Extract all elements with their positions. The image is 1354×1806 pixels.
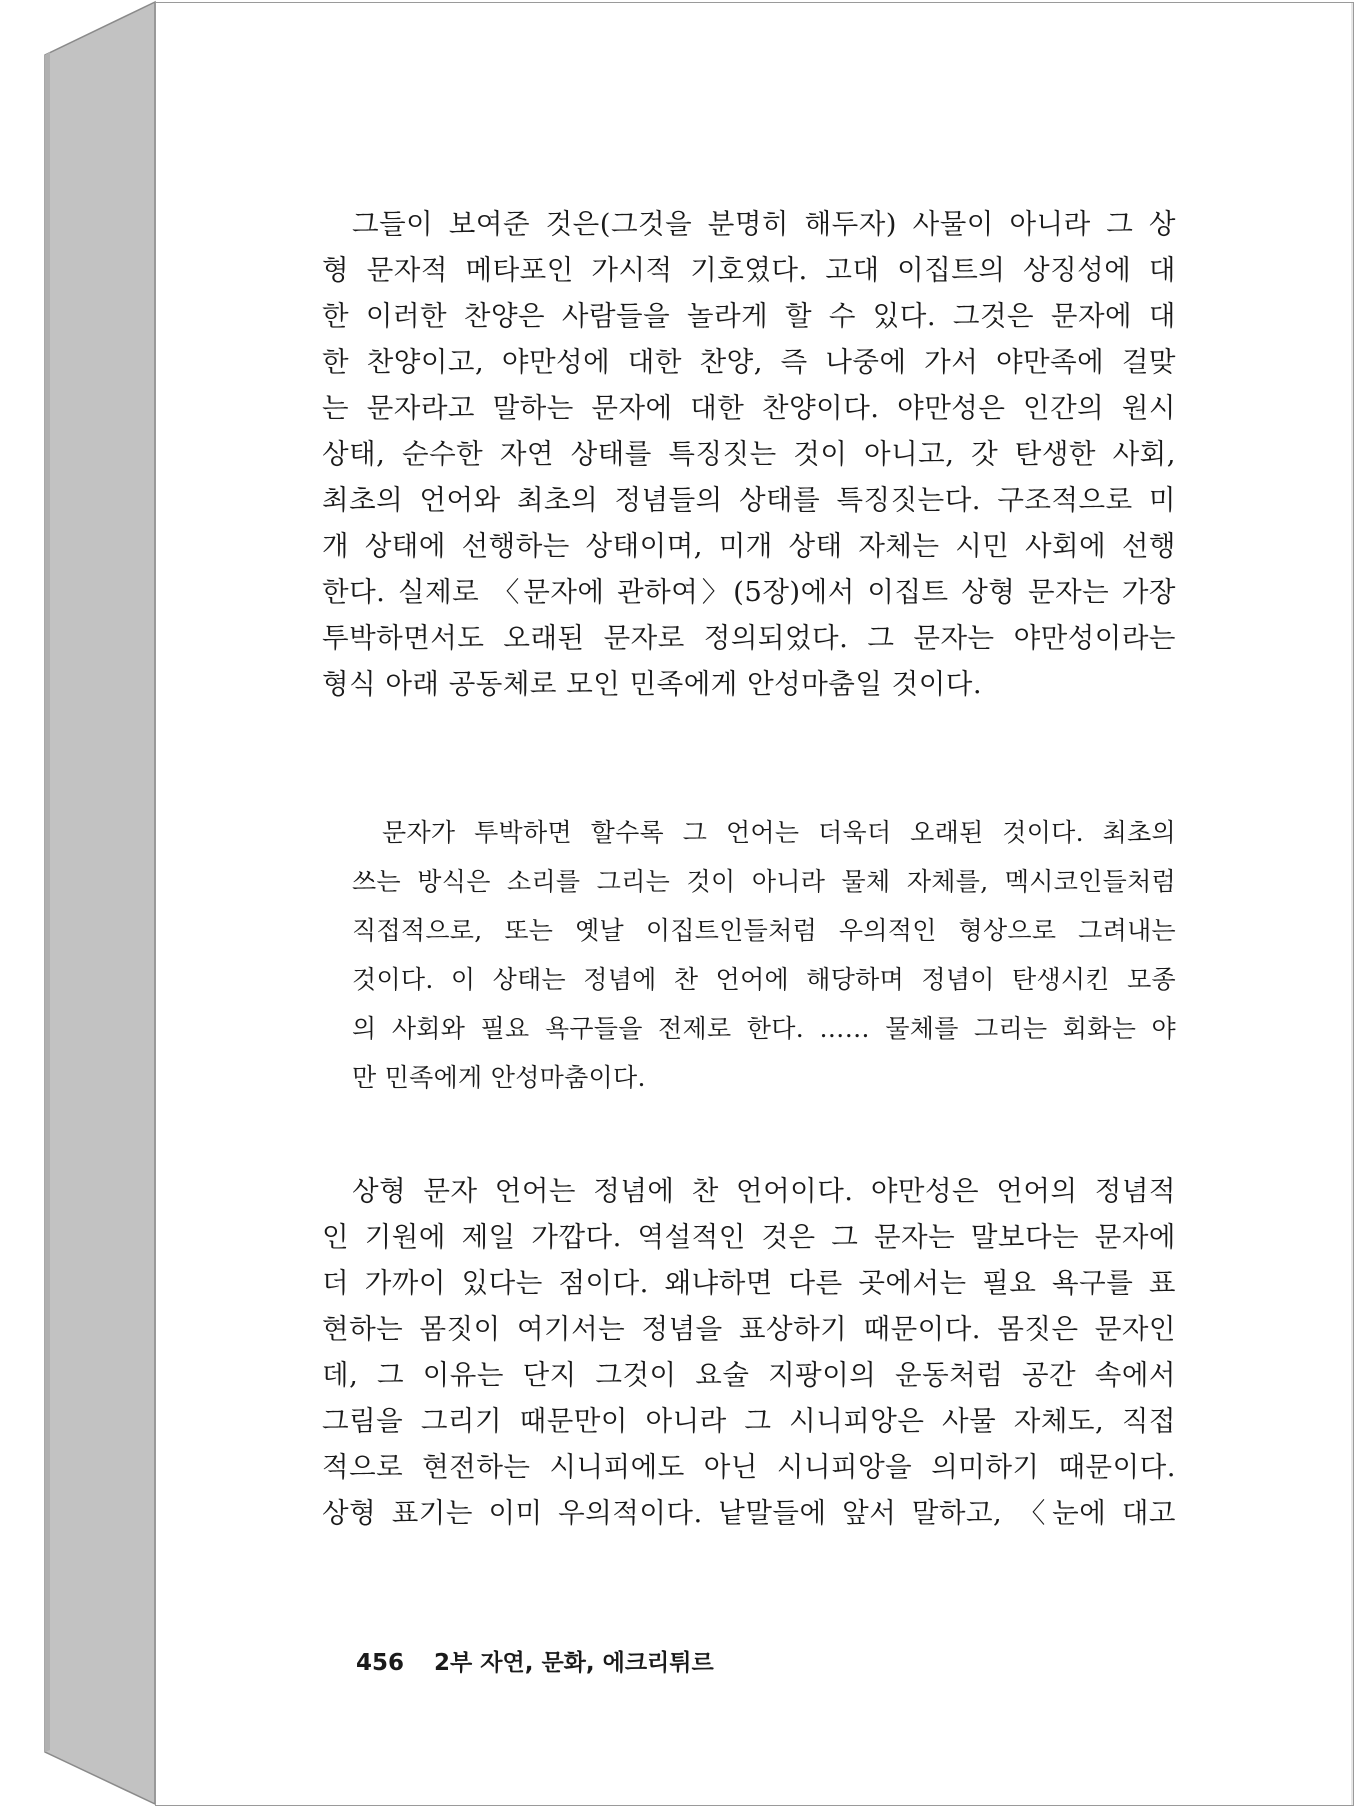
text-line: 형식 아래 공동체로 모인 민족에게 안성마춤일 것이다. — [322, 668, 983, 700]
text-line: 그림을 그리기 때문만이 아니라 그 시니피앙은 사물 자체도, 직접 — [322, 1405, 1176, 1437]
text-line: 최초의 언어와 최초의 정념들의 상태를 특징짓는다. 구조적으로 미 — [322, 484, 1176, 516]
block-quote — [352, 808, 1176, 1102]
text-line: 한 찬양이고, 야만성에 대한 찬양, 즉 나중에 가서 야만족에 걸맞 — [322, 346, 1176, 378]
text-line: 는 문자라고 말하는 문자에 대한 찬양이다. 야만성은 인간의 원시 — [322, 392, 1176, 424]
text-line: 투박하면서도 오래된 문자로 정의되었다. 그 문자는 야만성이라는 — [322, 622, 1176, 654]
quote-line: 의 사회와 필요 욕구들을 전제로 한다. …… 물체를 그리는 회화는 야 — [352, 1014, 1176, 1043]
paragraph-1 — [322, 201, 1176, 707]
text-line: 데, 그 이유는 단지 그것이 요술 지팡이의 운동처럼 공간 속에서 — [322, 1359, 1176, 1391]
quote-line: 만 민족에게 안성마춤이다. — [352, 1063, 646, 1092]
quote-line: 직접적으로, 또는 옛날 이집트인들처럼 우의적인 형상으로 그려내는 — [352, 916, 1176, 945]
page-footer — [356, 1644, 714, 1677]
text-line: 상형 문자 언어는 정념에 찬 언어이다. 야만성은 언어의 정념적 — [352, 1175, 1176, 1207]
running-title: 2부 자연, 문화, 에크리튀르 — [434, 1650, 714, 1676]
text-line: 인 기원에 제일 가깝다. 역설적인 것은 그 문자는 말보다는 문자에 — [322, 1221, 1176, 1253]
page-number: 456 — [356, 1650, 405, 1676]
text-line: 적으로 현전하는 시니피에도 아닌 시니피앙을 의미하기 때문이다. — [322, 1451, 1176, 1483]
quote-line: 것이다. 이 상태는 정념에 찬 언어에 해당하며 정념이 탄생시킨 모종 — [352, 965, 1176, 994]
text-line: 상형 표기는 이미 우의적이다. 낱말들에 앞서 말하고, 〈눈에 대고 — [322, 1497, 1176, 1529]
text-line: 더 가까이 있다는 점이다. 왜냐하면 다른 곳에서는 필요 욕구를 표 — [322, 1267, 1176, 1299]
paragraph-2 — [322, 1168, 1176, 1536]
text-line: 상태, 순수한 자연 상태를 특징짓는 것이 아니고, 갓 탄생한 사회, — [322, 438, 1176, 470]
quote-line: 문자가 투박하면 할수록 그 언어는 더욱더 오래된 것이다. 최초의 — [382, 818, 1176, 847]
text-line: 한 이러한 찬양은 사람들을 놀라게 할 수 있다. 그것은 문자에 대 — [322, 300, 1176, 332]
text-line: 한다. 실제로 〈문자에 관하여〉(5장)에서 이집트 상형 문자는 가장 — [322, 576, 1176, 608]
text-line: 개 상태에 선행하는 상태이며, 미개 상태 자체는 시민 사회에 선행 — [322, 530, 1176, 562]
text-line: 그들이 보여준 것은(그것을 분명히 해두자) 사물이 아니라 그 상 — [352, 208, 1176, 240]
text-line: 형 문자적 메타포인 가시적 기호였다. 고대 이집트의 상징성에 대 — [322, 254, 1176, 286]
quote-line: 쓰는 방식은 소리를 그리는 것이 아니라 물체 자체를, 멕시코인들처럼 — [352, 867, 1176, 896]
text-line: 현하는 몸짓이 여기서는 정념을 표상하기 때문이다. 몸짓은 문자인 — [322, 1313, 1176, 1345]
